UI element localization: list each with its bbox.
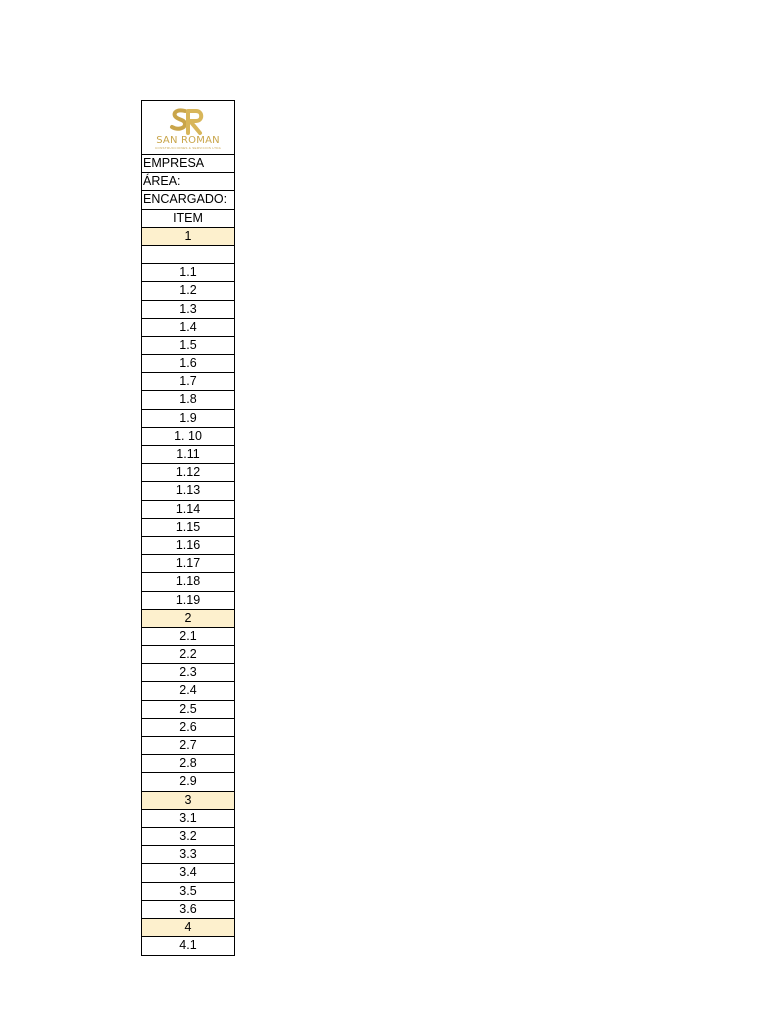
table-row [142, 246, 234, 264]
table-row: 2.6 [142, 719, 234, 737]
table-row: 3.3 [142, 846, 234, 864]
section-row: 1 [142, 228, 234, 246]
table-row: 1.19 [142, 592, 234, 610]
table-row: 2.5 [142, 701, 234, 719]
logo-cell [142, 101, 234, 155]
item-table [141, 100, 235, 956]
table-row: 2.8 [142, 755, 234, 773]
section-row: 2 [142, 610, 234, 628]
table-row: 2.4 [142, 682, 234, 700]
table-row: 3.2 [142, 828, 234, 846]
table-row: 1.14 [142, 501, 234, 519]
section-row: 3 [142, 792, 234, 810]
logo-tagline: CONSTRUCCIONES & SERVICIOS LTDA [154, 146, 222, 150]
table-row: 3.4 [142, 864, 234, 882]
table-row: 1.7 [142, 373, 234, 391]
table-row: 1.1 [142, 264, 234, 282]
table-row: 1.3 [142, 301, 234, 319]
san-roman-logo-icon [168, 107, 208, 135]
table-row: 1.8 [142, 391, 234, 409]
table-row: 1.16 [142, 537, 234, 555]
table-row: 1. 10 [142, 428, 234, 446]
label-area: ÁREA: [142, 173, 234, 191]
table-row: 2.2 [142, 646, 234, 664]
label-empresa: EMPRESA [142, 155, 234, 173]
logo-name: SAN ROMAN [156, 135, 220, 146]
table-row: 2.9 [142, 773, 234, 791]
item-rows [142, 228, 234, 956]
table-row: 1.4 [142, 319, 234, 337]
item-header: ITEM [142, 210, 234, 228]
table-row: 1.13 [142, 482, 234, 500]
table-row: 2.3 [142, 664, 234, 682]
table-row: 3.5 [142, 883, 234, 901]
table-row: 3.6 [142, 901, 234, 919]
table-row: 1.6 [142, 355, 234, 373]
table-row: 1.15 [142, 519, 234, 537]
table-row: 1.2 [142, 282, 234, 300]
table-row: 4.1 [179, 938, 197, 953]
section-row: 4 [142, 919, 234, 937]
table-row: 2.1 [142, 628, 234, 646]
table-row: 1.18 [142, 573, 234, 591]
table-row: 3.1 [142, 810, 234, 828]
table-row: 1.17 [142, 555, 234, 573]
table-row: 1.5 [142, 337, 234, 355]
table-row: 2.7 [142, 737, 234, 755]
table-row: 1.11 [142, 446, 234, 464]
label-encargado: ENCARGADO: [142, 191, 234, 209]
table-row: 1.12 [142, 464, 234, 482]
table-row: 1.9 [142, 410, 234, 428]
